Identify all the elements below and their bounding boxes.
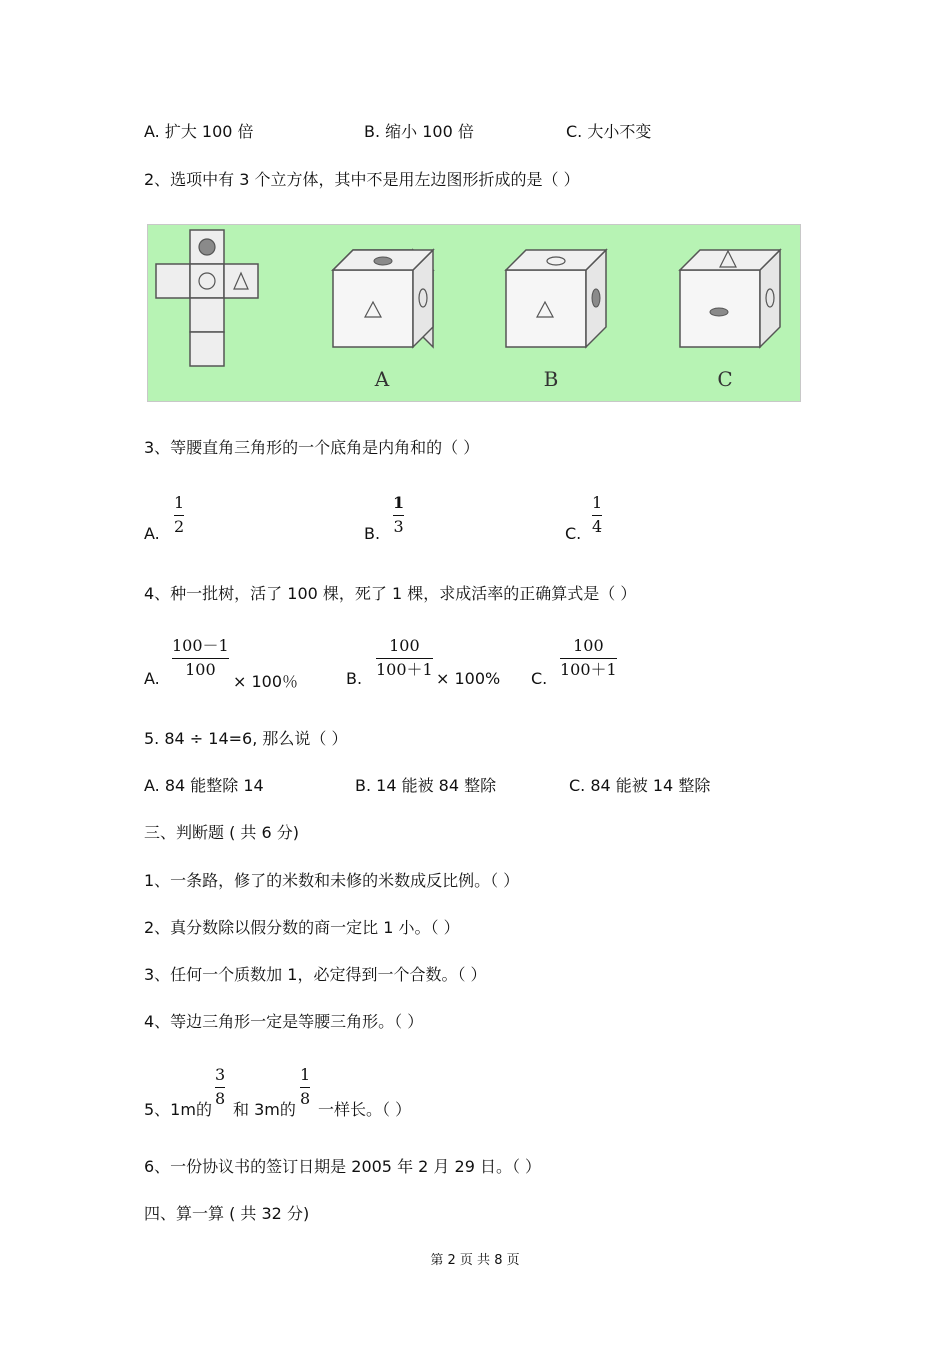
- judge-item-5-suffix: 一样长。（ ）: [318, 1100, 412, 1119]
- judge-item-5-prefix: 5、1m的: [144, 1100, 212, 1119]
- judge-item-5-fraction-1: [215, 1066, 225, 1108]
- q4-option-a-tail: × 100％: [233, 672, 299, 691]
- fraction-numerator: 100－1: [172, 636, 229, 655]
- q5-option-c: C. 84 能被 14 整除: [569, 776, 711, 795]
- fraction-numerator: 100: [573, 636, 604, 655]
- cube-label-b: B: [543, 367, 559, 391]
- q1-option-b: B. 缩小 100 倍: [364, 122, 474, 141]
- judge-item-2: 2、真分数除以假分数的商一定比 1 小。（ ）: [144, 918, 460, 937]
- judge-item-5-mid: 和 3m的: [233, 1100, 296, 1119]
- fraction-denominator: 2: [174, 517, 185, 536]
- fraction-numerator: 100: [389, 636, 420, 655]
- section-4-title: 四、算一算 ( 共 32 分): [144, 1204, 310, 1223]
- fraction-numerator: 3: [215, 1065, 226, 1084]
- fraction-numerator: 1: [393, 493, 405, 512]
- question-3: 3、等腰直角三角形的一个底角是内角和的（ ）: [144, 438, 480, 457]
- cube-figure-svg: [148, 225, 800, 401]
- q4-option-b-letter: B.: [346, 669, 363, 688]
- q4-option-a-letter: A.: [144, 669, 160, 688]
- net-filled-circle-icon: [199, 239, 215, 255]
- q4-option-a-fraction: [172, 637, 229, 679]
- fraction-numerator: 1: [300, 1065, 311, 1084]
- fraction-numerator: 1: [174, 493, 185, 512]
- cube-a: [333, 250, 433, 347]
- cube-b: [506, 250, 606, 347]
- fraction-denominator: 8: [300, 1089, 311, 1108]
- q3-option-b-fraction: [393, 494, 404, 536]
- fraction-denominator: 8: [215, 1089, 226, 1108]
- q3-option-a-letter: A.: [144, 524, 160, 543]
- q4-option-c-letter: C.: [531, 669, 548, 688]
- fraction-denominator: 3: [393, 517, 404, 536]
- q4-option-c-fraction: [560, 637, 617, 679]
- cube-net-figure: [147, 224, 801, 402]
- q5-option-a: A. 84 能整除 14: [144, 776, 264, 795]
- q3-option-b-letter: B.: [364, 524, 381, 543]
- cube-label-c: C: [717, 367, 733, 391]
- fraction-denominator: 100＋1: [560, 660, 617, 679]
- fraction-denominator: 100＋1: [376, 660, 433, 679]
- section-3-title: 三、判断题 ( 共 6 分): [144, 823, 300, 842]
- fraction-numerator: 1: [592, 493, 603, 512]
- q4-option-b-tail: × 100%: [436, 669, 501, 688]
- fraction-denominator: 100: [185, 660, 216, 679]
- judge-item-5-fraction-2: [300, 1066, 310, 1108]
- judge-item-3: 3、任何一个质数加 1，必定得到一个合数。（ ）: [144, 965, 487, 984]
- judge-item-4: 4、等边三角形一定是等腰三角形。（ ）: [144, 1012, 424, 1031]
- question-5: 5. 84 ÷ 14=6, 那么说（ ）: [144, 729, 348, 748]
- q3-option-c-letter: C.: [565, 524, 582, 543]
- q4-option-b-fraction: [376, 637, 433, 679]
- cube-label-a: A: [374, 367, 390, 391]
- fraction-denominator: 4: [592, 517, 603, 536]
- q1-option-c: C. 大小不变: [566, 122, 652, 141]
- cube-c: [680, 250, 780, 347]
- question-4: 4、种一批树，活了 100 棵，死了 1 棵，求成活率的正确算式是（ ）: [144, 584, 637, 603]
- judge-item-1: 1、一条路，修了的米数和未修的米数成反比例。（ ）: [144, 871, 520, 890]
- q5-option-b: B. 14 能被 84 整除: [355, 776, 497, 795]
- q3-option-a-fraction: [174, 494, 184, 536]
- q1-option-a: A. 扩大 100 倍: [144, 122, 254, 141]
- judge-item-6: 6、一份协议书的签订日期是 2005 年 2 月 29 日。（ ）: [144, 1157, 542, 1176]
- q3-option-c-fraction: [592, 494, 602, 536]
- page-footer: 第 2 页 共 8 页: [430, 1253, 520, 1268]
- question-2: 2、选项中有 3 个立方体，其中不是用左边图形折成的是（ ）: [144, 170, 580, 189]
